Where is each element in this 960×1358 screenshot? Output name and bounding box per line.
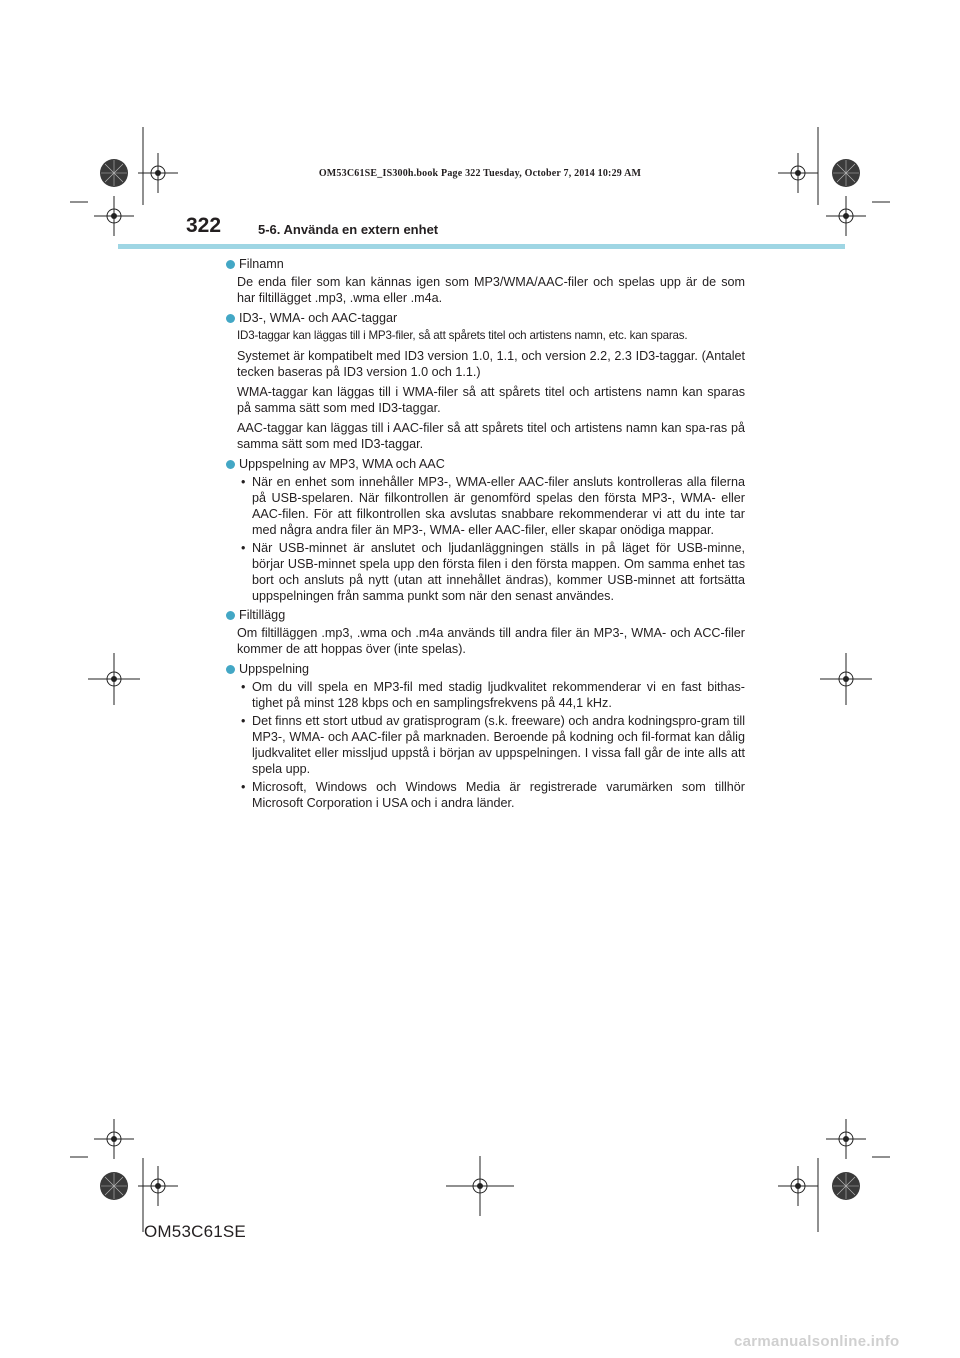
sub-bullet-list <box>226 474 745 604</box>
item-paragraph: WMA-taggar kan läggas till i WMA-filer så att spårets titel och artistens namn kan sparas på samma sätt som med ID3-taggar. <box>237 385 745 415</box>
bullet-icon <box>226 314 235 323</box>
item-heading-line <box>226 456 745 472</box>
item-heading-line <box>226 607 745 623</box>
content-item <box>226 310 745 452</box>
sub-bullet-text: När USB-minnet är anslutet och ljudanläggningen ställs in på läget för USB-minne, börjar USB-minnet spela upp den första filen i den första mappen. Om samma enhet tas bort och ansluts på nytt (utan att innehållet ändras), kommer USB-minnet att fortsätta uppspelningen från samma punkt som när den senast användes. <box>252 541 745 603</box>
content-item <box>226 661 745 811</box>
item-heading: Uppspelning <box>239 662 310 676</box>
footer-code: OM53C61SE <box>144 1222 246 1241</box>
bullet-icon <box>226 611 235 620</box>
header-rule <box>118 244 845 249</box>
sub-bullet-icon: • <box>241 714 246 728</box>
sub-bullet-icon: • <box>241 475 246 489</box>
content-body <box>226 256 745 814</box>
bullet-icon <box>226 460 235 469</box>
sub-bullet-item <box>237 474 745 538</box>
content-item <box>226 456 745 604</box>
page-number: 322 <box>186 214 222 237</box>
print-header: OM53C61SE_IS300h.book Page 322 Tuesday, October 7, 2014 10:29 AM <box>318 168 642 179</box>
item-paragraph: ID3-taggar kan läggas till i MP3-filer, så att spårets titel och artistens namn, etc. kan sparas. <box>237 329 688 342</box>
sub-bullet-text: Det finns ett stort utbud av gratisprogram (s.k. freeware) och andra kodningspro-gram till MP3-, WMA- och AAC-filer på marknaden. Beroende på kodning och fil-format kan dålig ljudkvalitet eller missljud uppstå i början av uppspelningen. I vissa fall går de inte alls att spela upp. <box>252 714 745 776</box>
section-title: 5-6. Använda en extern enhet <box>258 222 439 237</box>
content-item <box>226 607 745 657</box>
item-paragraph: Om filtilläggen .mp3, .wma och .m4a används till andra filer än MP3-, WMA- och ACC-filer kommer de att hoppas över (inte spelas). <box>237 626 745 656</box>
sub-bullet-item <box>237 779 745 811</box>
item-paragraph: Systemet är kompatibelt med ID3 version 1.0, 1.1, och version 2.2, 2.3 ID3-taggar. (Antalet tecken baseras på ID3 version 1.0 och 1.1.) <box>237 349 745 379</box>
sub-bullet-item <box>237 679 745 711</box>
item-heading: Filnamn <box>239 257 284 271</box>
sub-bullet-item <box>237 713 745 777</box>
item-paragraph: De enda filer som kan kännas igen som MP3/WMA/AAC-filer och spelas upp är de som har filtillägget .mp3, .wma eller .m4a. <box>237 275 745 305</box>
sub-bullet-list <box>226 679 745 811</box>
sub-bullet-text: Microsoft, Windows och Windows Media är registrerade varumärken som tillhör Microsoft Corporation i USA och i andra länder. <box>252 780 745 810</box>
item-heading: Filtillägg <box>239 608 286 622</box>
item-heading-line <box>226 661 745 677</box>
sub-bullet-text: Om du vill spela en MP3-fil med stadig ljudkvalitet rekommenderar vi en fast bithas-tighet på minst 128 kbps och en samplingsfrekvens på 44,1 kHz. <box>252 680 745 710</box>
sub-bullet-item <box>237 540 745 604</box>
item-paragraph: AAC-taggar kan läggas till i AAC-filer så att spårets titel och artistens namn kan spa-ras på samma sätt som med ID3-taggar. <box>237 421 745 451</box>
bullet-icon <box>226 260 235 269</box>
watermark: carmanualsonline.info <box>734 1333 900 1350</box>
item-heading-line <box>226 256 745 272</box>
sub-bullet-icon: • <box>241 541 246 555</box>
sub-bullet-icon: • <box>241 680 246 694</box>
item-heading-line <box>226 310 745 326</box>
item-heading: Uppspelning av MP3, WMA och AAC <box>239 457 445 471</box>
item-heading: ID3-, WMA- och AAC-taggar <box>239 311 398 325</box>
sub-bullet-text: När en enhet som innehåller MP3-, WMA-eller AAC-filer ansluts kontrolleras alla filerna på USB-spelaren. När filkontrollen är genomförd spelas den första MP3-, WMA- eller AAC-filen. För att filkontrollen ska avslutas snabbare rekommenderar vi att du inte tar med några andra filer än MP3-, WMA- eller AAC-filer, eller skapar onödiga mappar. <box>252 475 745 537</box>
sub-bullet-icon: • <box>241 780 246 794</box>
bullet-icon <box>226 665 235 674</box>
content-item <box>226 256 745 306</box>
